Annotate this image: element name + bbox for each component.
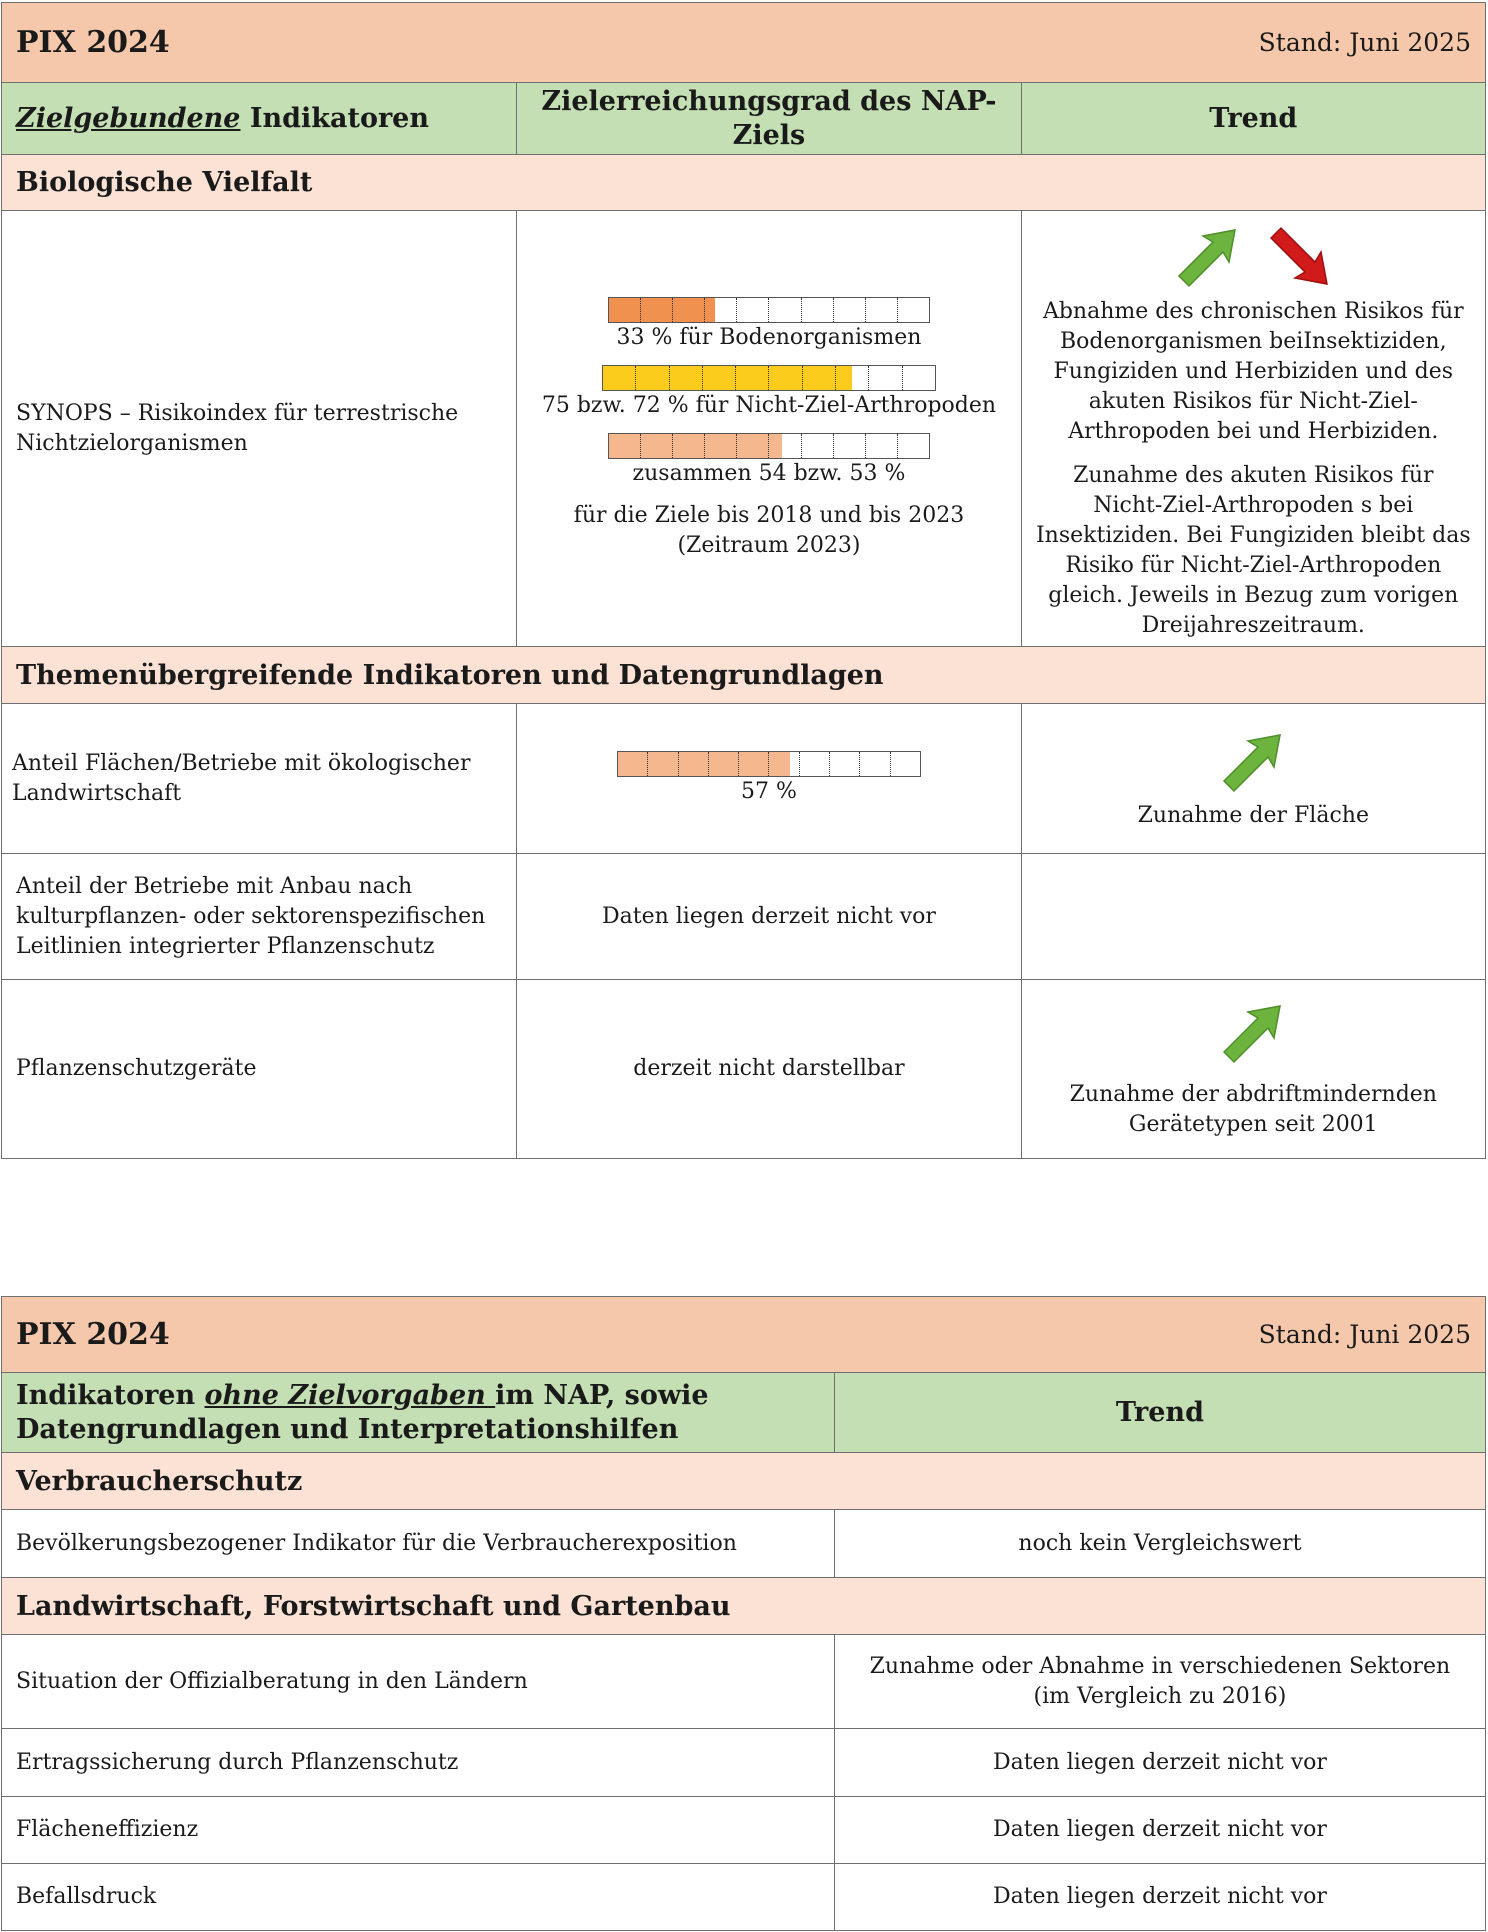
header-trend: Trend — [1115, 1396, 1204, 1428]
header-text: Indikatoren — [16, 1379, 205, 1411]
table-row-leitlinien — [2, 854, 1485, 980]
synops-trend-zunahme: Zunahme des akuten Risikos für Nicht-Ziel-Arthropoden s bei Insektiziden. Bei Fungiziden bleibt das Risiko für Nicht-Ziel-Arthropoden gleich. Jeweils in Bezug zum vorigen Dreijahreszeitraum. — [1035, 463, 1471, 638]
header-indikatoren — [2, 1373, 835, 1452]
synops-trend-abnahme: Abnahme des chronischen Risikos für Bodenorganismen beiInsektiziden, Fungiziden und Herbiziden und des akuten Risikos für Nicht-Ziel-Arthropoden bei und Herbiziden. — [1042, 299, 1464, 444]
row-label: Flächeneffizienz — [2, 1797, 835, 1863]
row-trend: noch kein Vergleichswert — [1018, 1530, 1302, 1556]
leitlinien-value: Daten liegen derzeit nicht vor — [517, 854, 1021, 979]
row-label: Situation der Offizialberatung in den Ländern — [2, 1635, 835, 1728]
progress-bar-arthropoden — [602, 365, 936, 391]
bar-caption: 33 % für Bodenorganismen — [616, 324, 922, 350]
oeko-trend-text: Zunahme der Fläche — [1137, 802, 1369, 828]
bar-caption: zusammen 54 bzw. 53 % — [632, 460, 906, 486]
table-stand-date: Stand: Juni 2025 — [1258, 28, 1471, 57]
header-emphasis: Zielgebundene — [16, 102, 241, 134]
header-text: Indikatoren — [240, 102, 429, 134]
progress-bar-oekologisch — [617, 751, 921, 777]
table-title: PIX 2024 — [16, 1317, 170, 1352]
row-trend: Daten liegen derzeit nicht vor — [992, 1749, 1327, 1775]
trend-arrows — [1173, 217, 1333, 297]
synops-label: SYNOPS – Risikoindex für terrestrische Nichtzielorganismen — [2, 211, 517, 646]
table-row-oekologisch — [2, 704, 1485, 854]
table-row — [2, 1729, 1485, 1797]
leitlinien-label: Anteil der Betriebe mit Anbau nach kulturpflanzen- oder sektorenspezifischen Leitlinien integrierter Pflanzenschutz — [2, 854, 517, 979]
header-emphasis: ohne Zielvorgaben — [204, 1379, 496, 1411]
row-label: Bevölkerungsbezogener Indikator für die Verbraucherexposition — [2, 1510, 835, 1577]
geraete-trend-cell — [1022, 980, 1485, 1158]
table-row-synops — [2, 211, 1485, 647]
section-themenuebergreifend: Themenübergreifende Indikatoren und Datengrundlagen — [2, 647, 1485, 704]
section-verbraucherschutz: Verbraucherschutz — [2, 1453, 1485, 1510]
synops-target-cell — [517, 211, 1021, 646]
geraete-trend-text: Zunahme der abdriftmindernden Gerätetypen seit 2001 — [1069, 1082, 1437, 1137]
table-stand-date: Stand: Juni 2025 — [1258, 1320, 1471, 1349]
table-row — [2, 1864, 1485, 1930]
table-title-row — [2, 1297, 1485, 1373]
row-label: Ertragssicherung durch Pflanzenschutz — [2, 1729, 835, 1796]
section-biologische-vielfalt: Biologische Vielfalt — [2, 155, 1485, 211]
table-row-geraete — [2, 980, 1485, 1158]
oeko-target-cell — [517, 704, 1021, 853]
geraete-label: Pflanzenschutzgeräte — [2, 980, 517, 1158]
table-row — [2, 1797, 1485, 1864]
row-trend: Daten liegen derzeit nicht vor — [992, 1884, 1327, 1909]
header-text: im NAP, sowie Datengrundlagen und Interpretationshilfen — [16, 1379, 709, 1445]
header-indikatoren — [2, 83, 517, 154]
table-header-row — [2, 1373, 1485, 1453]
progress-bar-bodenorganismen — [608, 297, 930, 323]
section-landwirtschaft: Landwirtschaft, Forstwirtschaft und Gartenbau — [2, 1578, 1485, 1635]
arrow-up-green-icon — [1218, 727, 1288, 797]
synops-trend-text — [1036, 297, 1471, 641]
row-label: Befallsdruck — [2, 1864, 835, 1930]
arrow-up-green-icon — [1218, 998, 1288, 1068]
table-indikatoren-ohne-zielvorgaben — [1, 1296, 1486, 1931]
row-trend: Daten liegen derzeit nicht vor — [992, 1817, 1327, 1842]
table-row — [2, 1510, 1485, 1578]
table-title-row — [2, 3, 1485, 83]
table-zielgebundene-indikatoren — [1, 2, 1486, 1159]
oeko-trend-cell — [1022, 704, 1485, 853]
row-trend: Zunahme oder Abnahme in verschiedenen Sektoren (im Vergleich zu 2016) — [869, 1653, 1451, 1709]
bar-caption: 75 bzw. 72 % für Nicht-Ziel-Arthropoden — [541, 392, 997, 418]
header-zielerreichungsgrad: Zielerreichungsgrad des NAP-Ziels — [517, 83, 1021, 154]
table-header-row — [2, 83, 1485, 155]
bar-caption: 57 % — [741, 778, 797, 804]
arrow-down-red-icon — [1263, 222, 1333, 292]
table-row — [2, 1635, 1485, 1729]
arrow-up-green-icon — [1173, 222, 1243, 292]
geraete-value: derzeit nicht darstellbar — [517, 980, 1021, 1158]
header-trend: Trend — [1209, 102, 1298, 134]
oeko-label: Anteil Flächen/Betriebe mit ökologischer Landwirtschaft — [2, 704, 517, 853]
progress-bar-zusammen — [608, 433, 930, 459]
table-title: PIX 2024 — [16, 25, 170, 60]
leitlinien-trend — [1022, 854, 1485, 979]
synops-note: für die Ziele bis 2018 und bis 2023 (Zeitraum 2023) — [573, 502, 965, 558]
synops-trend-cell — [1022, 211, 1485, 646]
